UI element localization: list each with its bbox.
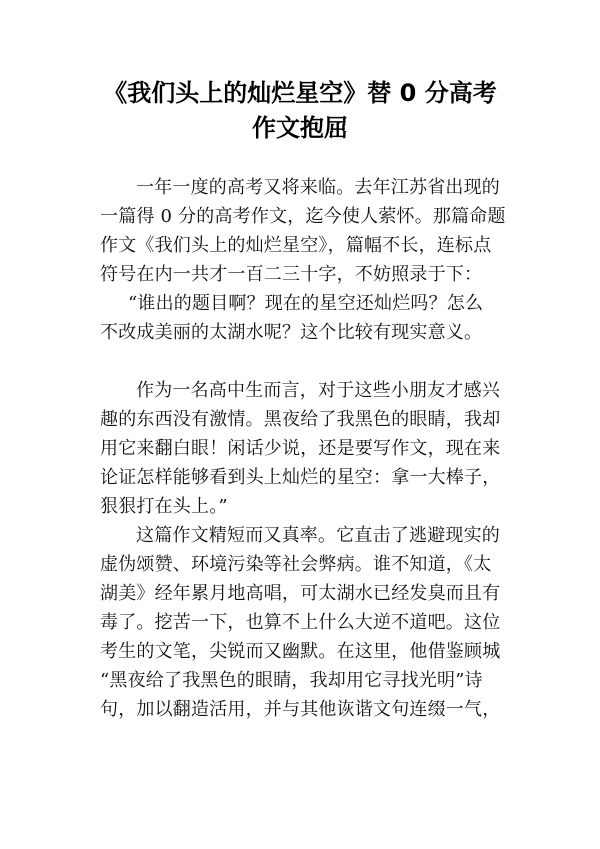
text-line: 一篇得 0 分的高考作文，迄今使人萦怀。那篇命题 (100, 206, 506, 227)
text-line: “谁出的题目啊？现在的星空还灿烂吗？怎么 (128, 293, 484, 314)
paragraph-1 (100, 173, 510, 289)
paragraph-2 (100, 289, 510, 347)
text-line: 句，加以翻造活用，并与其他诙谐文句连缀一气， (100, 699, 501, 720)
text-line: 不改成美丽的太湖水呢？这个比较有现实意义。 (100, 322, 483, 343)
document-body (100, 173, 510, 724)
text-line: 虚伪颂赞、环境污染等社会弊病。谁不知道，《太 (100, 554, 492, 575)
paragraph-spacer (100, 347, 510, 376)
paragraph-4 (100, 521, 510, 724)
text-line: 用它来翻白眼！闲话少说，还是要写作文，现在来 (100, 438, 501, 459)
text-line: 狠狠打在头上。” (100, 496, 228, 517)
text-line: 趣的东西没有激情。黑夜给了我黑色的眼睛，我却 (100, 409, 501, 430)
text-line: 毒了。挖苦一下，也算不上什么大逆不道吧。这位 (100, 612, 501, 633)
paragraph-3 (100, 376, 510, 521)
text-line: 湖美》经年累月地高唱，可太湖水已经发臭而且有 (100, 583, 501, 604)
title-line-1: 《我们头上的灿烂星空》替 0 分高考 (103, 79, 497, 107)
text-line: 考生的文笔，尖锐而又幽默。在这里，他借鉴顾城 (100, 641, 501, 662)
text-line: 这篇作文精短而又真率。它直击了逃避现实的 (136, 525, 500, 546)
text-line: 论证怎样能够看到头上灿烂的星空：拿一大棒子， (100, 467, 501, 488)
text-line: “黑夜给了我黑色的眼睛，我却用它寻找光明”诗 (100, 670, 483, 691)
document-title (60, 76, 540, 146)
text-line: 作文《我们头上的灿烂星空》，篇幅不长，连标点 (100, 235, 492, 256)
text-line: 一年一度的高考又将来临。去年江苏省出现的 (136, 177, 500, 198)
text-line: 作为一名高中生而言，对于这些小朋友才感兴 (136, 380, 500, 401)
text-line: 符号在内一共才一百二三十字，不妨照录于下： (100, 264, 483, 285)
title-line-2: 作文抱屈 (252, 114, 348, 142)
